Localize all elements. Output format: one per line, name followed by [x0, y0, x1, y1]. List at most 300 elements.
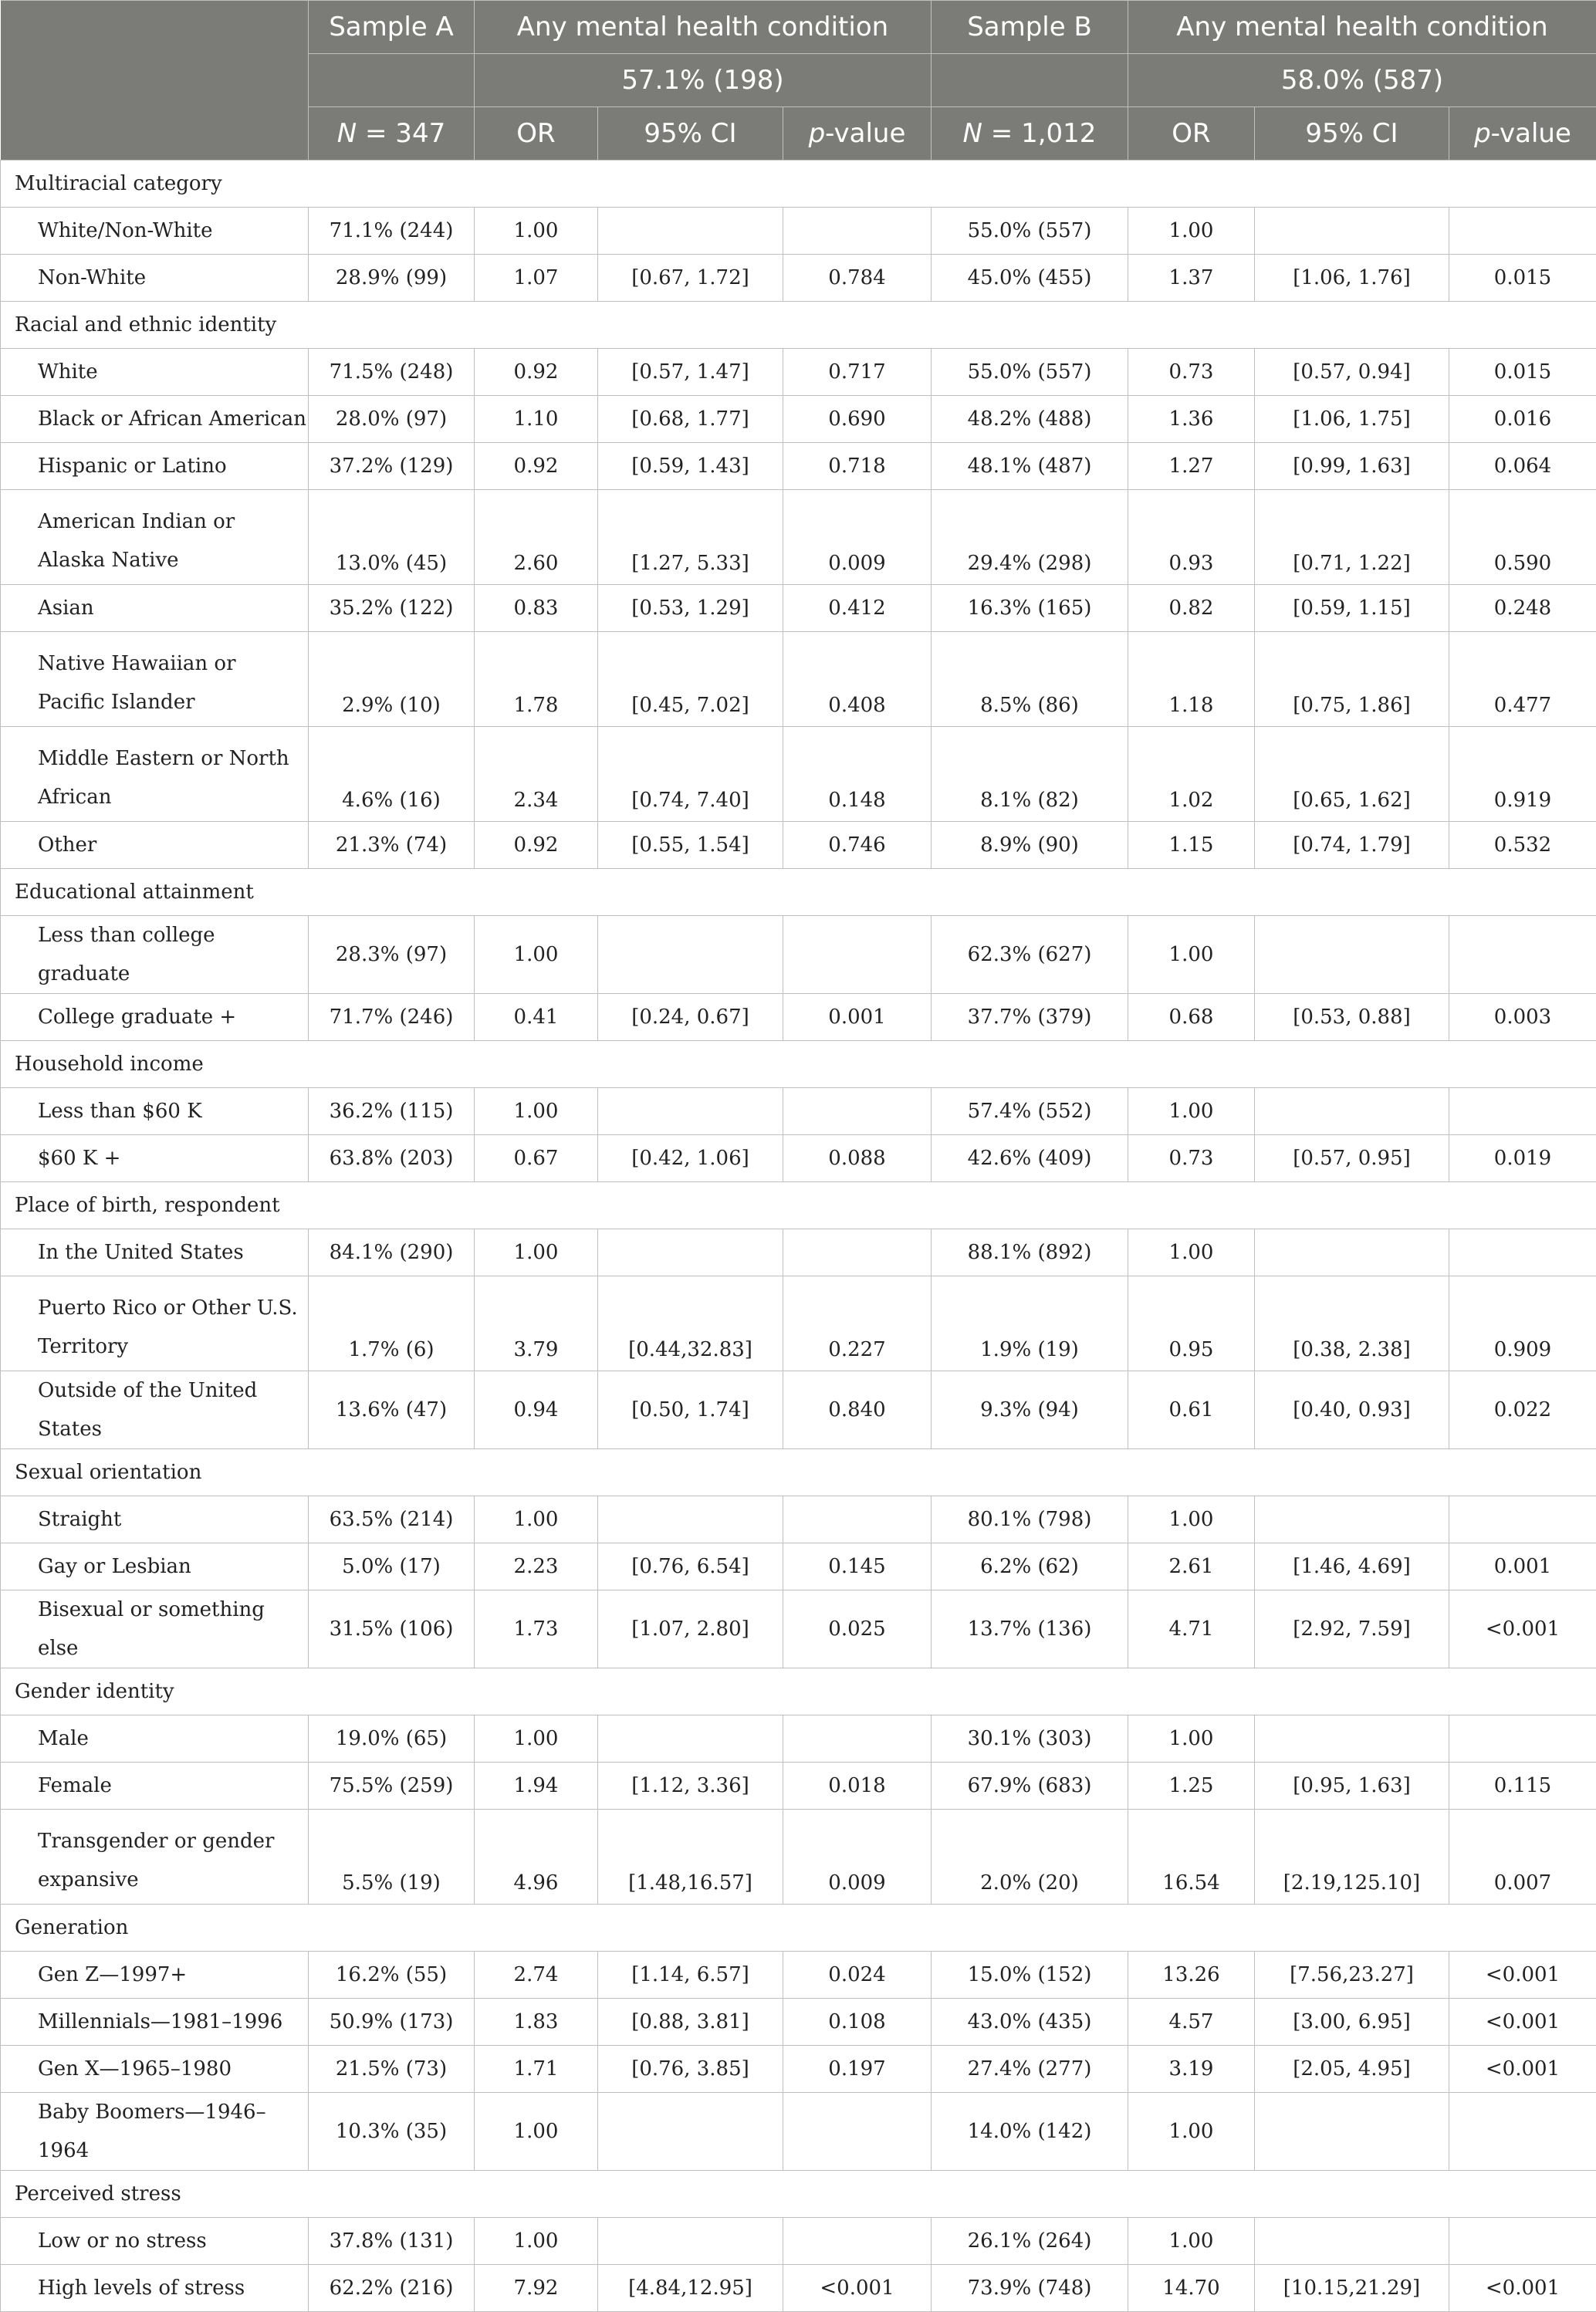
sample-b-percent: 27.4% (277): [932, 2046, 1128, 2093]
table-row: [1, 632, 1596, 727]
sample-b-or: 0.93: [1128, 490, 1255, 585]
sample-b-ci: [1255, 1496, 1449, 1543]
sample-a-p-value: 0.717: [783, 349, 932, 396]
sample-a-percent: 50.9% (173): [309, 1999, 475, 2046]
sample-a-p-value: 0.718: [783, 443, 932, 490]
sample-b-or: 1.36: [1128, 396, 1255, 443]
prevalence-b: 58.0% (587): [1128, 54, 1596, 107]
p-b-heading: [1449, 107, 1596, 161]
sample-b-percent: 42.6% (409): [932, 1135, 1128, 1182]
sample-b-percent: 13.7% (136): [932, 1590, 1128, 1668]
sample-a-percent: 5.5% (19): [309, 1810, 475, 1905]
or-a-heading: OR: [475, 107, 598, 161]
table-row: [1, 1496, 1596, 1543]
sample-b-or: 2.61: [1128, 1543, 1255, 1590]
sample-b-or: 1.18: [1128, 632, 1255, 727]
sample-a-ci: [598, 1229, 783, 1276]
sample-b-p-value: 0.001: [1449, 1543, 1596, 1590]
n-a-heading: [309, 107, 475, 161]
sample-a-or: 0.92: [475, 443, 598, 490]
sample-a-p-value: 0.009: [783, 490, 932, 585]
sample-a-ci: [598, 2218, 783, 2265]
sample-a-percent: 71.7% (246): [309, 994, 475, 1041]
table-row: [1, 1543, 1596, 1590]
row-label: Gay or Lesbian: [1, 1543, 309, 1590]
sample-a-percent: 16.2% (55): [309, 1952, 475, 1999]
sample-a-p-value: 0.148: [783, 727, 932, 822]
sample-b-or: 14.70: [1128, 2265, 1255, 2312]
table-row: [1, 443, 1596, 490]
row-label: Other: [1, 822, 309, 869]
sample-a-percent: 21.5% (73): [309, 2046, 475, 2093]
sample-b-ci: [0.99, 1.63]: [1255, 443, 1449, 490]
sample-a-or: 7.92: [475, 2265, 598, 2312]
sample-a-ci: [4.84,12.95]: [598, 2265, 783, 2312]
sample-b-or: 0.82: [1128, 585, 1255, 632]
sample-b-ci: [0.75, 1.86]: [1255, 632, 1449, 727]
sample-b-p-value: 0.115: [1449, 1763, 1596, 1810]
sample-a-p-value: 0.197: [783, 2046, 932, 2093]
sample-b-p-value: [1449, 208, 1596, 255]
section-heading: Racial and ethnic identity: [1, 302, 1596, 349]
section-heading: Sexual orientation: [1, 1449, 1596, 1496]
sample-a-p-value: [783, 1715, 932, 1763]
sample-b-heading: Sample B: [932, 1, 1128, 54]
sample-b-p-value: 0.064: [1449, 443, 1596, 490]
sample-b-percent: 6.2% (62): [932, 1543, 1128, 1590]
sample-a-p-value: 0.784: [783, 255, 932, 302]
row-label: White/Non-White: [1, 208, 309, 255]
row-label: Baby Boomers—1946–1964: [1, 2093, 309, 2171]
sample-b-or: 0.73: [1128, 349, 1255, 396]
sample-a-or: 1.00: [475, 208, 598, 255]
sample-a-percent: 71.5% (248): [309, 349, 475, 396]
sample-b-ci: [10.15,21.29]: [1255, 2265, 1449, 2312]
table-row: [1, 1810, 1596, 1905]
sample-a-ci: [598, 1715, 783, 1763]
sample-a-percent: 37.2% (129): [309, 443, 475, 490]
sample-a-percent: 63.8% (203): [309, 1135, 475, 1182]
sample-b-percent: 67.9% (683): [932, 1763, 1128, 1810]
row-label: High levels of stress: [1, 2265, 309, 2312]
sample-a-or: 0.41: [475, 994, 598, 1041]
ci-a-heading: 95% CI: [598, 107, 783, 161]
sample-b-ci: [1255, 2218, 1449, 2265]
section-heading: Multiracial category: [1, 161, 1596, 208]
sample-b-percent: 55.0% (557): [932, 349, 1128, 396]
row-label: Puerto Rico or Other U.S. Territory: [1, 1276, 309, 1371]
sample-a-ci: [1.48,16.57]: [598, 1810, 783, 1905]
sample-a-p-value: [783, 1496, 932, 1543]
row-label: Middle Eastern or North African: [1, 727, 309, 822]
n-b-heading: [932, 107, 1128, 161]
sample-a-percent: 63.5% (214): [309, 1496, 475, 1543]
sample-b-or: 1.02: [1128, 727, 1255, 822]
sample-b-or: 1.00: [1128, 1496, 1255, 1543]
sample-a-percent: 36.2% (115): [309, 1088, 475, 1135]
sample-b-p-value: 0.016: [1449, 396, 1596, 443]
table-row: [1, 916, 1596, 994]
sample-a-ci: [598, 2093, 783, 2171]
sample-b-percent: 14.0% (142): [932, 2093, 1128, 2171]
table-row: [1, 349, 1596, 396]
sample-b-ci: [0.57, 0.94]: [1255, 349, 1449, 396]
sample-b-p-value: <0.001: [1449, 2046, 1596, 2093]
sample-b-percent: 8.1% (82): [932, 727, 1128, 822]
p-symbol-b: p: [1474, 118, 1491, 149]
row-label: Straight: [1, 1496, 309, 1543]
row-label: Hispanic or Latino: [1, 443, 309, 490]
sample-a-ci: [0.42, 1.06]: [598, 1135, 783, 1182]
table-row: [1, 822, 1596, 869]
sample-a-or: 0.83: [475, 585, 598, 632]
sample-b-percent: 15.0% (152): [932, 1952, 1128, 1999]
table-row: [1, 1135, 1596, 1182]
sample-a-or: 1.00: [475, 1088, 598, 1135]
sample-a-percent: 75.5% (259): [309, 1763, 475, 1810]
table-header: [1, 1, 1596, 161]
sample-a-ci: [1.14, 6.57]: [598, 1952, 783, 1999]
sample-a-or: 0.94: [475, 1371, 598, 1449]
sample-a-p-value: [783, 2093, 932, 2171]
sample-a-ci: [0.67, 1.72]: [598, 255, 783, 302]
sample-b-percent: 55.0% (557): [932, 208, 1128, 255]
sample-a-or: 1.00: [475, 916, 598, 994]
header-empty-a: [309, 54, 475, 107]
sample-b-ci: [1.06, 1.75]: [1255, 396, 1449, 443]
sample-a-percent: 31.5% (106): [309, 1590, 475, 1668]
sample-b-percent: 48.1% (487): [932, 443, 1128, 490]
sample-b-or: 1.37: [1128, 255, 1255, 302]
sample-a-p-value: 0.227: [783, 1276, 932, 1371]
sample-a-ci: [0.88, 3.81]: [598, 1999, 783, 2046]
sample-a-percent: 19.0% (65): [309, 1715, 475, 1763]
sample-a-ci: [0.68, 1.77]: [598, 396, 783, 443]
row-label: Gen X—1965–1980: [1, 2046, 309, 2093]
row-label: Less than college graduate: [1, 916, 309, 994]
row-label: Millennials—1981–1996: [1, 1999, 309, 2046]
section-heading: Perceived stress: [1, 2171, 1596, 2218]
sample-b-ci: [1255, 1229, 1449, 1276]
sample-b-percent: 73.9% (748): [932, 2265, 1128, 2312]
sample-b-ci: [1255, 1088, 1449, 1135]
sample-a-percent: 1.7% (6): [309, 1276, 475, 1371]
section-row: [1, 2171, 1596, 2218]
sample-b-p-value: 0.909: [1449, 1276, 1596, 1371]
sample-b-or: 1.00: [1128, 2093, 1255, 2171]
sample-a-or: 1.73: [475, 1590, 598, 1668]
table-row: [1, 994, 1596, 1041]
sample-b-percent: 88.1% (892): [932, 1229, 1128, 1276]
table-row: [1, 1229, 1596, 1276]
sample-b-or: 4.57: [1128, 1999, 1255, 2046]
sample-b-p-value: <0.001: [1449, 2265, 1596, 2312]
sample-a-ci: [1.27, 5.33]: [598, 490, 783, 585]
row-label: Bisexual or something else: [1, 1590, 309, 1668]
sample-a-percent: 84.1% (290): [309, 1229, 475, 1276]
sample-a-p-value: 0.690: [783, 396, 932, 443]
sample-b-p-value: <0.001: [1449, 1590, 1596, 1668]
sample-a-percent: 28.0% (97): [309, 396, 475, 443]
table-row: [1, 1999, 1596, 2046]
table-row: [1, 1952, 1596, 1999]
sample-b-or: 1.00: [1128, 1088, 1255, 1135]
sample-b-percent: 26.1% (264): [932, 2218, 1128, 2265]
row-label: Low or no stress: [1, 2218, 309, 2265]
sample-a-percent: 28.3% (97): [309, 916, 475, 994]
row-label: Gen Z—1997+: [1, 1952, 309, 1999]
sample-a-p-value: 0.840: [783, 1371, 932, 1449]
sample-b-ci: [1.46, 4.69]: [1255, 1543, 1449, 1590]
sample-a-percent: 62.2% (216): [309, 2265, 475, 2312]
sample-b-percent: 37.7% (379): [932, 994, 1128, 1041]
sample-a-or: 1.07: [475, 255, 598, 302]
n-symbol-a: N: [337, 118, 357, 149]
table-row: [1, 585, 1596, 632]
sample-b-ci: [7.56,23.27]: [1255, 1952, 1449, 1999]
sample-a-ci: [0.45, 7.02]: [598, 632, 783, 727]
sample-b-ci: [0.59, 1.15]: [1255, 585, 1449, 632]
section-row: [1, 869, 1596, 916]
sample-a-percent: 2.9% (10): [309, 632, 475, 727]
sample-b-ci: [0.40, 0.93]: [1255, 1371, 1449, 1449]
sample-b-percent: 8.9% (90): [932, 822, 1128, 869]
table-row: [1, 1763, 1596, 1810]
sample-a-percent: 35.2% (122): [309, 585, 475, 632]
sample-b-p-value: 0.477: [1449, 632, 1596, 727]
sample-a-or: 1.10: [475, 396, 598, 443]
sample-a-p-value: 0.145: [783, 1543, 932, 1590]
sample-b-or: 1.27: [1128, 443, 1255, 490]
p-suffix-b: -value: [1491, 118, 1571, 149]
sample-b-percent: 8.5% (86): [932, 632, 1128, 727]
sample-b-percent: 9.3% (94): [932, 1371, 1128, 1449]
n-symbol-b: N: [963, 118, 982, 149]
table-row: [1, 490, 1596, 585]
table-row: [1, 2093, 1596, 2171]
sample-b-percent: 43.0% (435): [932, 1999, 1128, 2046]
p-a-heading: [783, 107, 932, 161]
sample-a-ci: [0.59, 1.43]: [598, 443, 783, 490]
sample-a-or: 0.67: [475, 1135, 598, 1182]
sample-b-percent: 80.1% (798): [932, 1496, 1128, 1543]
table-row: [1, 1088, 1596, 1135]
section-heading: Place of birth, respondent: [1, 1182, 1596, 1229]
sample-b-or: 1.25: [1128, 1763, 1255, 1810]
sample-b-ci: [2.19,125.10]: [1255, 1810, 1449, 1905]
sample-b-percent: 48.2% (488): [932, 396, 1128, 443]
row-label: Non-White: [1, 255, 309, 302]
sample-a-or: 1.83: [475, 1999, 598, 2046]
p-suffix-a: -value: [825, 118, 905, 149]
sample-a-ci: [598, 208, 783, 255]
sample-a-or: 4.96: [475, 1810, 598, 1905]
sample-a-p-value: [783, 1229, 932, 1276]
table-row: [1, 255, 1596, 302]
sample-a-ci: [0.44,32.83]: [598, 1276, 783, 1371]
sample-b-ci: [1255, 2093, 1449, 2171]
sample-b-percent: 2.0% (20): [932, 1810, 1128, 1905]
table-row: [1, 1371, 1596, 1449]
sample-a-percent: 13.6% (47): [309, 1371, 475, 1449]
ci-b-heading: 95% CI: [1255, 107, 1449, 161]
sample-a-ci: [598, 1088, 783, 1135]
sample-b-ci: [0.95, 1.63]: [1255, 1763, 1449, 1810]
sample-a-or: 1.00: [475, 1496, 598, 1543]
sample-a-p-value: 0.001: [783, 994, 932, 1041]
row-label: Native Hawaiian or Pacific Islander: [1, 632, 309, 727]
n-a-value: = 347: [365, 118, 445, 149]
sample-a-p-value: 0.108: [783, 1999, 932, 2046]
sample-b-ci: [2.92, 7.59]: [1255, 1590, 1449, 1668]
section-row: [1, 1668, 1596, 1715]
sample-b-ci: [0.53, 0.88]: [1255, 994, 1449, 1041]
sample-a-percent: 10.3% (35): [309, 2093, 475, 2171]
sample-b-ci: [1.06, 1.76]: [1255, 255, 1449, 302]
sample-a-ci: [0.53, 1.29]: [598, 585, 783, 632]
sample-b-p-value: 0.015: [1449, 349, 1596, 396]
sample-b-or: 1.00: [1128, 208, 1255, 255]
or-b-heading: OR: [1128, 107, 1255, 161]
sample-a-percent: 21.3% (74): [309, 822, 475, 869]
sample-b-percent: 29.4% (298): [932, 490, 1128, 585]
sample-a-or: 3.79: [475, 1276, 598, 1371]
sample-b-or: 4.71: [1128, 1590, 1255, 1668]
sample-b-percent: 16.3% (165): [932, 585, 1128, 632]
row-label: Male: [1, 1715, 309, 1763]
table-row: [1, 208, 1596, 255]
row-label: Black or African American: [1, 396, 309, 443]
sample-a-ci: [1.07, 2.80]: [598, 1590, 783, 1668]
sample-a-ci: [598, 1496, 783, 1543]
table-row: [1, 2265, 1596, 2312]
row-label: Transgender or gender expansive: [1, 1810, 309, 1905]
sample-a-ci: [0.57, 1.47]: [598, 349, 783, 396]
table-row: [1, 396, 1596, 443]
section-row: [1, 1449, 1596, 1496]
sample-b-ci: [1255, 208, 1449, 255]
header-blank-cell: [1, 1, 309, 161]
sample-a-percent: 28.9% (99): [309, 255, 475, 302]
row-label: College graduate +: [1, 994, 309, 1041]
sample-b-or: 13.26: [1128, 1952, 1255, 1999]
sample-b-or: 1.00: [1128, 1229, 1255, 1276]
sample-b-p-value: [1449, 1229, 1596, 1276]
sample-b-p-value: 0.590: [1449, 490, 1596, 585]
row-label: In the United States: [1, 1229, 309, 1276]
sample-b-p-value: <0.001: [1449, 1999, 1596, 2046]
sample-a-or: 1.94: [475, 1763, 598, 1810]
sample-b-p-value: 0.003: [1449, 994, 1596, 1041]
sample-a-heading: Sample A: [309, 1, 475, 54]
sample-a-p-value: 0.024: [783, 1952, 932, 1999]
sample-b-or: 0.61: [1128, 1371, 1255, 1449]
sample-a-ci: [0.50, 1.74]: [598, 1371, 783, 1449]
row-label: Female: [1, 1763, 309, 1810]
table-row: [1, 2046, 1596, 2093]
sample-a-p-value: 0.408: [783, 632, 932, 727]
sample-b-or: 0.95: [1128, 1276, 1255, 1371]
sample-b-p-value: [1449, 1715, 1596, 1763]
sample-b-or: 1.00: [1128, 916, 1255, 994]
sample-b-p-value: 0.248: [1449, 585, 1596, 632]
sample-b-or: 16.54: [1128, 1810, 1255, 1905]
sample-b-ci: [0.65, 1.62]: [1255, 727, 1449, 822]
sample-b-percent: 1.9% (19): [932, 1276, 1128, 1371]
sample-a-p-value: <0.001: [783, 2265, 932, 2312]
sample-a-or: 0.92: [475, 349, 598, 396]
any-condition-a-heading: Any mental health condition: [475, 1, 932, 54]
section-heading: Household income: [1, 1041, 1596, 1088]
sample-b-p-value: 0.015: [1449, 255, 1596, 302]
sample-b-or: 0.68: [1128, 994, 1255, 1041]
sample-b-p-value: [1449, 1088, 1596, 1135]
sample-a-p-value: 0.009: [783, 1810, 932, 1905]
sample-a-p-value: 0.412: [783, 585, 932, 632]
sample-a-or: 1.78: [475, 632, 598, 727]
sample-a-ci: [1.12, 3.36]: [598, 1763, 783, 1810]
sample-a-ci: [598, 916, 783, 994]
sample-b-ci: [3.00, 6.95]: [1255, 1999, 1449, 2046]
sample-b-p-value: <0.001: [1449, 1952, 1596, 1999]
sample-b-p-value: 0.532: [1449, 822, 1596, 869]
sample-a-percent: 4.6% (16): [309, 727, 475, 822]
sample-a-or: 0.92: [475, 822, 598, 869]
sample-b-ci: [0.38, 2.38]: [1255, 1276, 1449, 1371]
sample-a-p-value: 0.025: [783, 1590, 932, 1668]
section-heading: Gender identity: [1, 1668, 1596, 1715]
row-label: Less than $60 K: [1, 1088, 309, 1135]
sample-b-or: 1.00: [1128, 2218, 1255, 2265]
row-label: $60 K +: [1, 1135, 309, 1182]
sample-b-ci: [1255, 1715, 1449, 1763]
row-label: White: [1, 349, 309, 396]
sample-b-p-value: 0.919: [1449, 727, 1596, 822]
sample-a-percent: 13.0% (45): [309, 490, 475, 585]
sample-a-ci: [0.76, 6.54]: [598, 1543, 783, 1590]
sample-a-p-value: [783, 208, 932, 255]
any-condition-b-heading: Any mental health condition: [1128, 1, 1596, 54]
section-heading: Educational attainment: [1, 869, 1596, 916]
sample-a-percent: 5.0% (17): [309, 1543, 475, 1590]
sample-a-or: 1.00: [475, 2218, 598, 2265]
sample-b-ci: [0.57, 0.95]: [1255, 1135, 1449, 1182]
sample-a-ci: [0.55, 1.54]: [598, 822, 783, 869]
sample-a-p-value: [783, 916, 932, 994]
table-row: [1, 727, 1596, 822]
sample-b-p-value: [1449, 1496, 1596, 1543]
table-row: [1, 2218, 1596, 2265]
sample-b-ci: [1255, 916, 1449, 994]
row-label: American Indian or Alaska Native: [1, 490, 309, 585]
sample-a-p-value: 0.018: [783, 1763, 932, 1810]
sample-b-p-value: [1449, 2093, 1596, 2171]
table-row: [1, 1715, 1596, 1763]
sample-a-p-value: [783, 2218, 932, 2265]
section-row: [1, 1905, 1596, 1952]
section-row: [1, 1182, 1596, 1229]
table-body: [1, 161, 1596, 2312]
row-label: Asian: [1, 585, 309, 632]
table-row: [1, 1590, 1596, 1668]
sample-b-p-value: 0.007: [1449, 1810, 1596, 1905]
sample-b-or: 1.00: [1128, 1715, 1255, 1763]
sample-b-percent: 57.4% (552): [932, 1088, 1128, 1135]
sample-b-or: 3.19: [1128, 2046, 1255, 2093]
sample-b-ci: [2.05, 4.95]: [1255, 2046, 1449, 2093]
sample-a-or: 2.23: [475, 1543, 598, 1590]
n-b-value: = 1,012: [991, 118, 1097, 149]
